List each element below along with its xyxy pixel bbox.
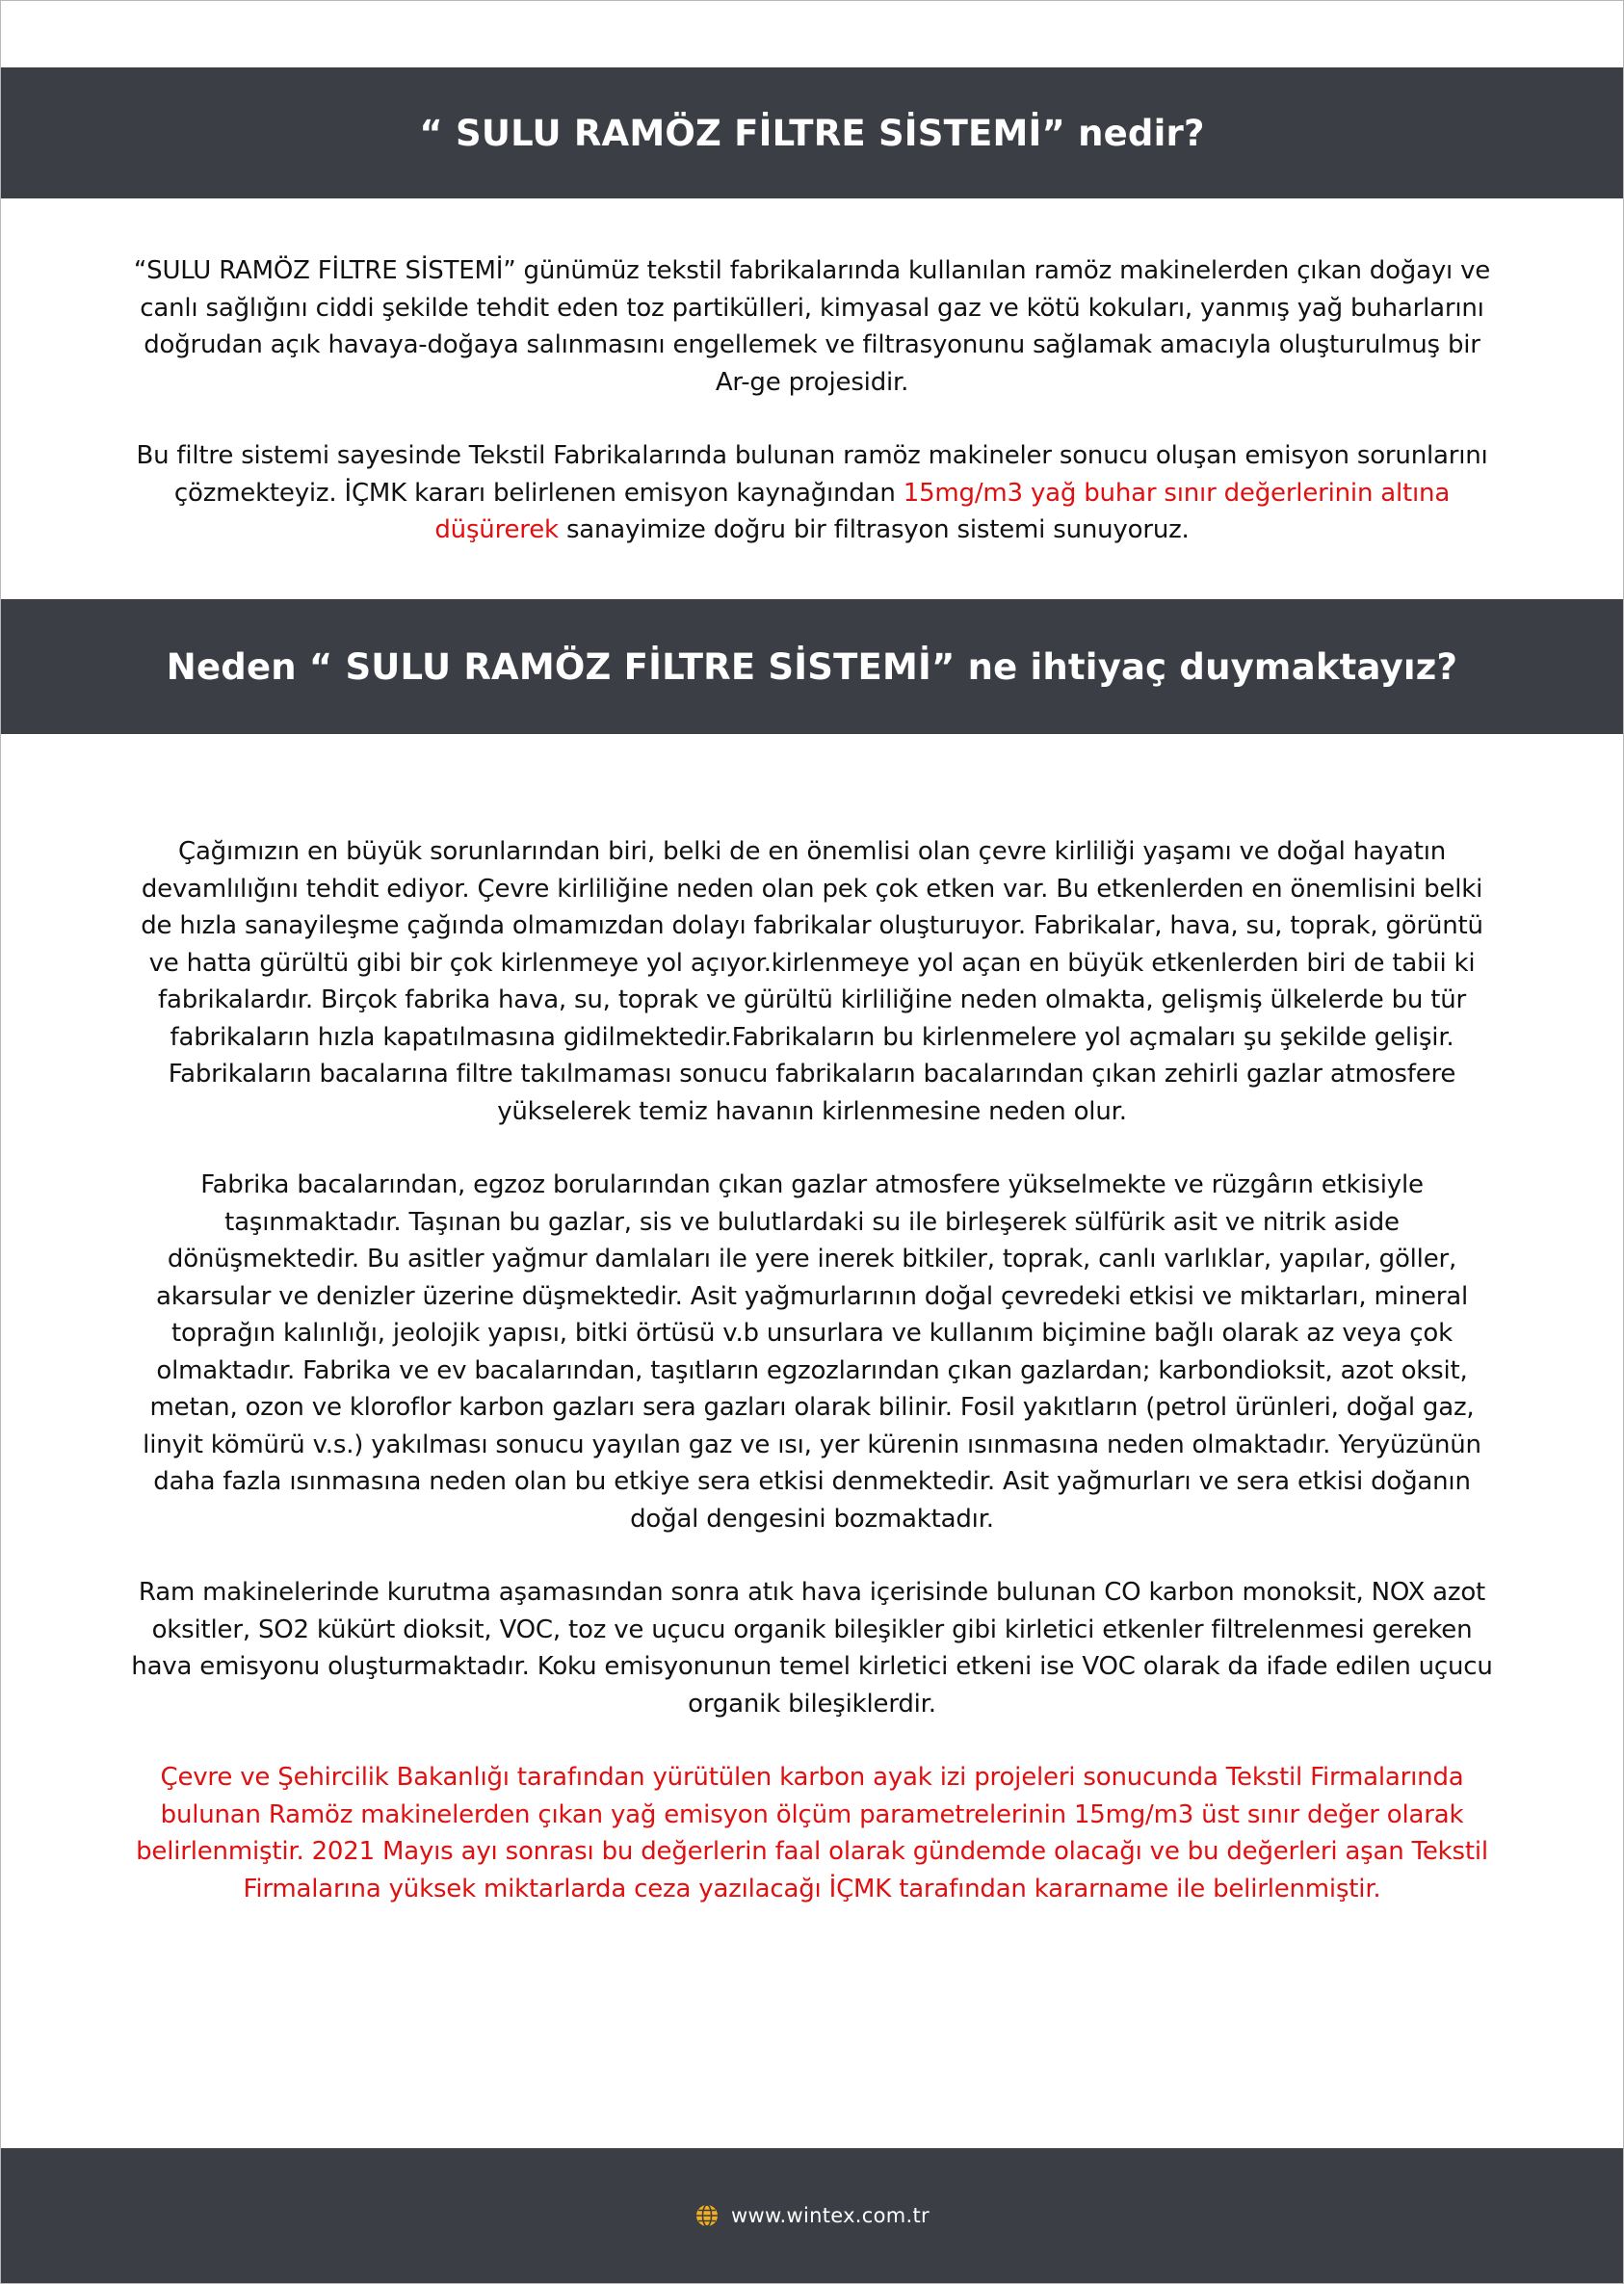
paragraph-definition: “SULU RAMÖZ FİLTRE SİSTEMİ” günümüz tekstil fabrikalarında kullanılan ramöz makinelerden çıkan doğayı ve canlı sağlığını ciddi şekilde tehdit eden toz partikülleri, kimyasal gaz ve kötü kokuları, yanmış yağ buharlarını doğrudan açık havaya-doğaya salınmasını engellemek ve filtrasyonunu sağlamak amacıyla oluşturulmuş bir Ar-ge projesidir. — [133, 256, 1491, 397]
highlight-limit-text: 15mg/m3 yağ buhar sınır değerlerinin altına düşürerek — [434, 478, 1451, 544]
section-title-what: “ SULU RAMÖZ FİLTRE SİSTEMİ” nedir? — [419, 112, 1205, 154]
footer — [1, 2148, 1623, 2283]
solution-text-end: sanayimize doğru bir filtrasyon sistemi sunuyoruz. — [558, 515, 1190, 544]
section-header-what — [1, 67, 1623, 198]
section-header-why — [1, 599, 1623, 734]
paragraph-pollution: Çağımızın en büyük sorunlarından biri, belki de en önemlisi olan çevre kirliliği yaşamı ve doğal hayatın devamlılığını tehdit ediyor. Çevre kirliliğine neden olan pek çok etken var. Bu etkenlerden en önemlisini belki de hızla sanayileşme çağında olmamızdan dolayı fabrikalar oluşturuyor. Fabrikalar, hava, su, toprak, görüntü ve hatta gürültü gibi bir çok kirlenmeye yol açıyor.kirlenmeye yol açan en büyük etkenlerden biri de tabii ki fabrikalardır. Birçok fabrika hava, su, toprak ve gürültü kirliliğine neden olmakta, gelişmiş ülkelerde bu tür fabrikaların hızla kapatılmasına gidilmektedir.Fabrikaların bu kirlenmelere yol açmaları şu şekilde gelişir. Fabrikaların bacalarına filtre takılmaması sonucu fabrikaların bacalarından çıkan zehirli gazlar atmosfere yükselerek temiz havanın kirlenmesine neden olur. — [141, 837, 1483, 1126]
solution-text-start: Bu filtre sistemi sayesinde Tekstil Fabrikalarında bulunan ramöz makineler sonucu oluşan emisyon sorunlarını çözmekteyiz. İÇMK kararı belirlenen emisyon kaynağından — [136, 441, 1488, 508]
globe-icon — [694, 2203, 720, 2228]
paragraph-solution — [125, 437, 1499, 549]
website-link[interactable]: www.wintex.com.tr — [731, 2204, 930, 2227]
footer-website — [694, 2203, 930, 2228]
paragraph-emissions: Ram makinelerinde kurutma aşamasından sonra atık hava içerisinde bulunan CO karbon monoksit, NOX azot oksitler, SO2 kükürt dioksit, VOC, toz ve uçucu organik bileşikler gibi kirletici etkenler filtrelenmesi gereken hava emisyonu oluşturmaktadır. Koku emisyonunun temel kirletici etkeni ise VOC olarak da ifade edilen uçucu organik bileşiklerdir. — [131, 1578, 1493, 1719]
section-title-why: Neden “ SULU RAMÖZ FİLTRE SİSTEMİ” ne ihtiyaç duymaktayız? — [166, 645, 1458, 688]
paragraph-acid-rain: Fabrika bacalarından, egzoz borularından çıkan gazlar atmosfere yükselmekte ve rüzgârın etkisiyle taşınmaktadır. Taşınan bu gazlar, sis ve bulutlardaki su ile birleşerek sülfürik asit ve nitrik aside dönüşmektedir. Bu asitler yağmur damlaları ile yere inerek bitkiler, toprak, canlı varlıklar, yapılar, göller, akarsular ve denizler üzerine düşmektedir. Asit yağmurlarının doğal çevredeki etkisi ve miktarları, mineral toprağın kalınlığı, jeolojik yapısı, bitki örtüsü v.b unsurlara ve kullanım biçimine bağlı olarak az veya çok olmaktadır. Fabrika ve ev bacalarından, taşıtların egzozlarından çıkan gazlardan; karbondioksit, azot oksit, metan, ozon ve kloroflor karbon gazları sera gazları olarak bilinir. Fosil yakıtların (petrol ürünleri, doğal gaz, linyit kömürü v.s.) yakılması sonucu yayılan gaz ve ısı, yer kürenin ısınmasına neden olmaktadır. Yeryüzünün daha fazla ısınmasına neden olan bu etkiye sera etkisi denmektedir. Asit yağmurları ve sera etkisi doğanın doğal dengesini bozmaktadır. — [143, 1170, 1481, 1534]
section-body-what — [125, 252, 1499, 549]
section-body-why — [125, 833, 1499, 1907]
paragraph-regulation: Çevre ve Şehircilik Bakanlığı tarafından yürütülen karbon ayak izi projeleri sonucunda Tekstil Firmalarında bulunan Ramöz makinelerden çıkan yağ emisyon ölçüm parametrelerinin 15mg/m3 üst sınır değer olarak belirlenmiştir. 2021 Mayıs ayı sonrası bu değerlerin faal olarak gündemde olacağı ve bu değerleri aşan Tekstil Firmalarına yüksek miktarlarda ceza yazılacağı İÇMK tarafından kararname ile belirlenmiştir. — [136, 1763, 1488, 1903]
